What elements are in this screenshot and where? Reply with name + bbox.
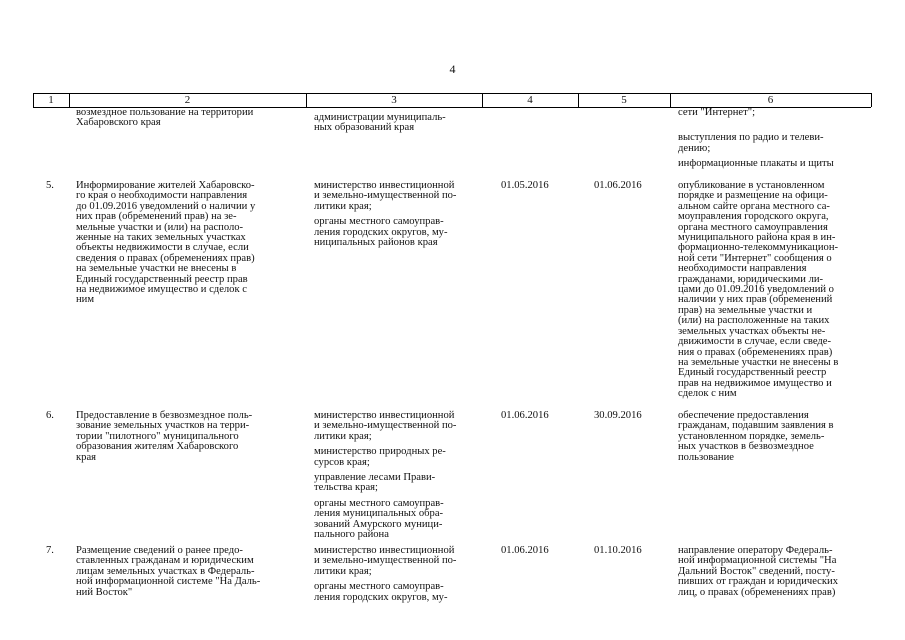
- continuation-result: сети "Интернет"; выступления по радио и телеви- дению; информационные плакаты и щиты: [678, 107, 834, 170]
- row-result: направление оператору Федераль- ной информационной системы "На Дальний Восток" сведений, посту- пивших от граждан и юридических лиц, о правах (обременениях прав): [678, 545, 838, 598]
- start-date: 01.06.2016: [501, 410, 549, 421]
- table-header-cell: 5: [621, 94, 627, 106]
- page-number: 4: [449, 62, 456, 76]
- row-result: обеспечение предоставления гражданам, подавшим заявления в установленном порядке, земель- ных участков в безвозмездное пользование: [678, 410, 834, 463]
- end-date: 01.06.2016: [594, 180, 642, 191]
- table-border: [871, 93, 872, 107]
- row-description: Предоставление в безвозмездное поль- зование земельных участков на терри- тории "пилотного" муниципального образования жителям Хабаровского края: [76, 410, 253, 463]
- continuation-description: возмездное пользование на территории Хабаровского края: [76, 107, 254, 129]
- table-header-cell: 2: [184, 94, 191, 106]
- row-responsible: министерство инвестиционной и земельно-имущественной по- литики края; министерство природных ре- сурсов края; управление лесами Прави- тельства края; органы местного самоуправ- ления муниципальных обра- зований Амурского муници- пального района: [314, 410, 457, 541]
- start-date: 01.06.2016: [501, 545, 549, 556]
- table-header-cell: 1: [48, 94, 54, 106]
- row-number: 7.: [46, 545, 54, 556]
- table-header-cell: 4: [527, 94, 533, 106]
- row-number: 6.: [46, 410, 54, 421]
- row-description: Размещение сведений о ранее предо- ставленных гражданам и юридическим лицам земельных участках в Федераль- ной информационной системе "На Даль- ний Восток": [76, 545, 261, 598]
- row-number: 5.: [46, 180, 54, 191]
- row-description: Информирование жителей Хабаровско- го края о необходимости направления до 01.09.2016 уведомлений о наличии у них прав (обременений прав) на зе- мельные участки и (или) на располо- женные на таких земельных участках объекты недвижимости в случае, если сведения о правах (обременениях прав) на земельные участки не внесены в Единый государственный реестр прав на недвижимое имущество и сделок с ним: [76, 180, 256, 306]
- row-responsible: министерство инвестиционной и земельно-имущественной по- литики края; органы местного самоуправ- ления городских округов, му- ниципальных районов края: [314, 180, 457, 249]
- end-date: 01.10.2016: [594, 545, 642, 556]
- start-date: 01.05.2016: [501, 180, 549, 191]
- end-date: 30.09.2016: [594, 410, 642, 421]
- row-result: опубликование в установленном порядке и размещение на офици- альном сайте органа местного са- моуправления городского округа, органа местного самоуправления муниципального района края в ин- формационно-телекоммуникацион- ной сети "Интернет" сообщения о необходимости направления гражданами, юридическими ли- цами до 01.09.2016 уведомлений о наличии у них прав (обременений прав) на земельные участки и (или) на расположенные на таких земельных участках объекты не- движимости в случае, если сведе- ния о правах (обременениях прав) на земельные участки не внесены в Единый государственный реестр прав на недвижимое имущество и сделок с ним: [678, 180, 839, 400]
- table-header-cell: 3: [391, 94, 397, 106]
- row-responsible: министерство инвестиционной и земельно-имущественной по- литики края; органы местного самоуправ- ления городских округов, му-: [314, 545, 457, 603]
- table-header-cell: 6: [767, 94, 774, 106]
- continuation-responsible: администрации муниципаль- ных образований края: [314, 112, 446, 134]
